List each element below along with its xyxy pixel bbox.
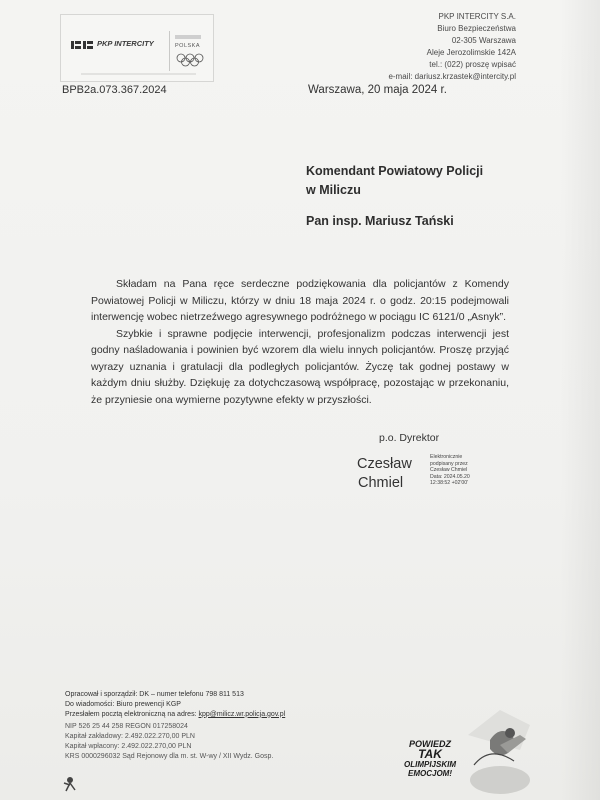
body-paragraph-1: Składam na Pana ręce serdeczne podziękowania dla policjantów z Komendy Powiatowej Policji w Miliczu, którzy w dniu 18 maja 2024 r. o godz. 20:15 podejmowali interwencję wobec nietrzeźwego agresywnego podróżnego w pociągu IC 6121/0 „Asnyk”.	[91, 278, 509, 323]
company-name: PKP INTERCITY S.A.	[438, 12, 516, 21]
footer-cc: Do wiadomości: Biuro prewencji KGP	[65, 700, 181, 708]
footer-capital-paid: Kapitał wpłacony: 2.492.022.270,00 PLN	[65, 742, 192, 750]
olympic-campaign-slogan: POWIEDZ TAK OLIMPIJSKIM EMOCJOM!	[404, 739, 457, 778]
footer-figure-icon	[60, 770, 130, 795]
signature-last-name: Chmiel	[358, 475, 404, 491]
electronic-signature-stamp: Elektronicznie podpisany przez Czesław Chmiel Data: 2024.05.20 12:38:52 +02'00'	[430, 454, 470, 486]
company-postal: 02-305 Warszawa	[451, 36, 516, 45]
document-reference: BPB2a.073.367.2024	[62, 84, 167, 96]
letter-footer	[65, 690, 285, 762]
company-address	[388, 11, 516, 83]
company-email: e-mail: dariusz.krzastek@intercity.pl	[388, 72, 516, 81]
company-department: Biuro Bezpieczeństwa	[437, 24, 516, 33]
footer-nip-regon: NIP 526 25 44 258 REGON 017258024	[65, 723, 188, 731]
logo-partner-text: POLSKA	[175, 43, 201, 49]
flag-stripe	[175, 35, 201, 39]
mascot-illustration-icon	[460, 705, 540, 795]
olympic-rings-icon	[175, 53, 205, 67]
addressee-location: w Miliczu	[306, 183, 361, 197]
body-paragraph-2: Szybkie i sprawne podjęcie interwencji, profesjonalizm podczas interwencji jest godny naśladowania i powinien być wzorem dla wielu innych policjantów. Proszę przyjąć wyrazy uznania i gratulacji dla podległych policjantów. Życzę tak godnej postawy w każdym dniu służby. Dziękuję za dotychczasową współpracę, pozostając w przekonaniu, że przyniesie ona wymierne pozytywne efekty w przyszłości.	[91, 327, 509, 406]
footer-capital: Kapitał zakładowy: 2.492.022.270,00 PLN	[65, 733, 195, 741]
footer-sent: Przesłałem pocztą elektroniczną na adres: kpp@milicz.wr.policja.gov.pl	[65, 710, 286, 718]
footer-email-link[interactable]: kpp@milicz.wr.policja.gov.pl	[198, 710, 286, 718]
company-street: Aleje Jerozolimskie 142A	[426, 48, 516, 57]
letter-body	[91, 276, 509, 408]
letterhead-logo	[60, 14, 214, 82]
addressee	[306, 162, 483, 231]
footer-krs: KRS 0000296032 Sąd Rejonowy dla m. st. W-wy / XII Wydz. Gosp.	[65, 752, 274, 760]
addressee-title: Komendant Powiatowy Policji	[306, 164, 484, 178]
logo-brand-text: PKP INTERCITY	[97, 39, 154, 48]
signature-name	[357, 455, 412, 493]
addressee-name: Pan insp. Mariusz Tański	[306, 214, 454, 228]
signature-role: p.o. Dyrektor	[379, 432, 440, 444]
signature-first-name: Czesław	[357, 456, 412, 472]
pkp-intercity-logo-icon	[71, 40, 93, 50]
company-phone: tel.: (022) proszę wpisać	[429, 60, 516, 69]
footer-author: Opracował i sporządził: DK – numer telefonu 798 811 513	[65, 691, 244, 698]
letter-date: Warszawa, 20 maja 2024 r.	[308, 84, 447, 96]
